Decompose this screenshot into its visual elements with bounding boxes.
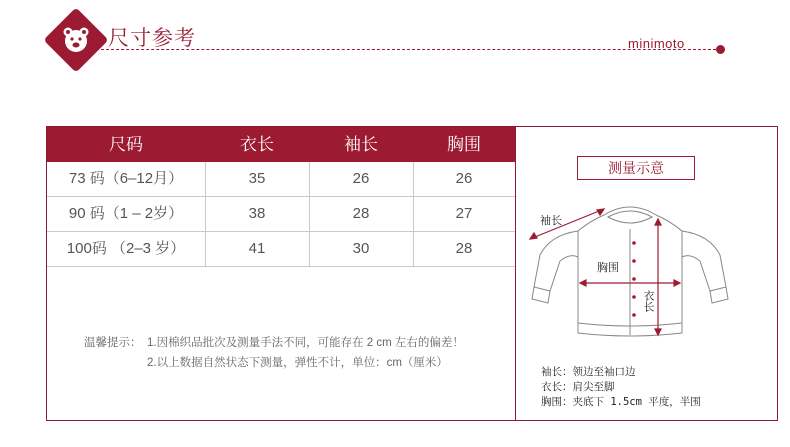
cell-chest: 27 [455, 205, 473, 222]
brand-name: minimoto [628, 36, 685, 51]
notes-label: 温馨提示： [84, 337, 142, 349]
cell-sleeve: 26 [352, 170, 370, 187]
cell-chest: 28 [455, 240, 473, 257]
table-row [47, 162, 515, 197]
note-line-1: 1.因棉织品批次及测量手法不同，可能存在 2 cm 左右的偏差！ [147, 337, 464, 349]
header-chest: 胸围 [447, 135, 481, 154]
bear-logo-icon [60, 24, 92, 56]
page-title: 尺寸参考 [108, 27, 196, 50]
sleeve-label: 袖长 [540, 214, 562, 227]
note-line-2: 2.以上数据自然状态下测量，弹性不计，单位：cm（厘米） [147, 357, 448, 369]
header-divider [96, 49, 716, 50]
cell-sleeve: 28 [352, 205, 370, 222]
header-length: 衣长 [240, 135, 274, 154]
cell-length: 41 [248, 240, 266, 257]
column-divider [413, 162, 414, 267]
header-dot [716, 45, 725, 54]
column-divider [309, 162, 310, 267]
cell-chest: 26 [455, 170, 473, 187]
cell-length: 35 [248, 170, 266, 187]
length-label: 衣长 [642, 290, 655, 312]
cell-length: 38 [248, 205, 266, 222]
table-header [47, 127, 515, 162]
legend-chest: 胸围：夹底下 1.5cm 平度，半围 [541, 396, 701, 408]
table-row [47, 197, 515, 232]
table-row [47, 232, 515, 267]
cell-size: 90 码（1 – 2岁） [68, 205, 184, 222]
measure-title: 测量示意 [577, 156, 695, 180]
cell-size: 73 码（6–12月） [68, 170, 184, 187]
panel-divider [515, 126, 516, 421]
header-sleeve: 袖长 [344, 135, 378, 154]
cell-size: 100码 （2–3 岁） [66, 240, 186, 257]
legend-sleeve: 袖长：领边至袖口边 [541, 366, 636, 378]
legend-length: 衣长：肩尖至脚 [541, 381, 615, 393]
column-divider [205, 162, 206, 267]
cell-sleeve: 30 [352, 240, 370, 257]
chest-label: 胸围 [597, 261, 619, 274]
header-size: 尺码 [109, 135, 143, 154]
